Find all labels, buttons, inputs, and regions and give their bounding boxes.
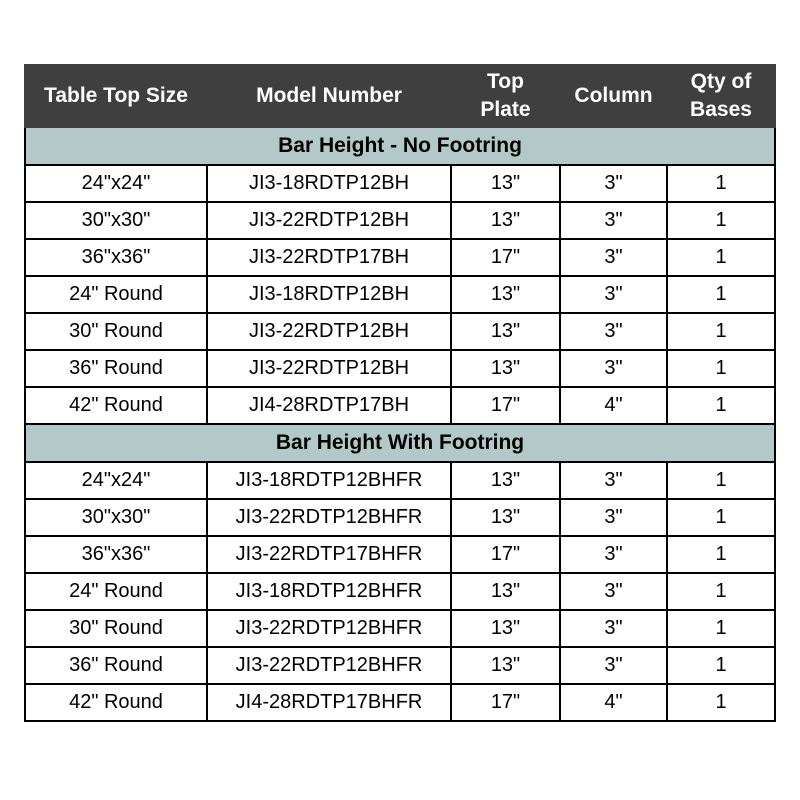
table-row (25, 573, 775, 610)
cell-top-plate: 13" (451, 499, 560, 536)
cell-table-top-size: 30" Round (25, 610, 207, 647)
table-row (25, 462, 775, 499)
table-row (25, 499, 775, 536)
cell-table-top-size: 42" Round (25, 684, 207, 721)
cell-column: 3" (560, 202, 667, 239)
cell-top-plate: 13" (451, 165, 560, 202)
cell-model-number: JI3-22RDTP17BH (207, 239, 451, 276)
cell-table-top-size: 42" Round (25, 387, 207, 424)
cell-column: 3" (560, 313, 667, 350)
cell-column: 4" (560, 387, 667, 424)
cell-table-top-size: 24" Round (25, 276, 207, 313)
cell-qty-of-bases: 1 (667, 684, 775, 721)
header-top-plate: Top Plate (451, 65, 560, 127)
cell-qty-of-bases: 1 (667, 647, 775, 684)
table-row (25, 202, 775, 239)
cell-column: 3" (560, 350, 667, 387)
cell-table-top-size: 30"x30" (25, 499, 207, 536)
spec-table (24, 64, 776, 722)
cell-column: 3" (560, 165, 667, 202)
cell-top-plate: 13" (451, 202, 560, 239)
cell-column: 3" (560, 239, 667, 276)
cell-top-plate: 13" (451, 610, 560, 647)
cell-qty-of-bases: 1 (667, 387, 775, 424)
cell-top-plate: 13" (451, 573, 560, 610)
section-header-row (25, 127, 775, 165)
cell-column: 3" (560, 462, 667, 499)
cell-top-plate: 13" (451, 313, 560, 350)
cell-model-number: JI3-22RDTP12BH (207, 350, 451, 387)
section-header-row (25, 424, 775, 462)
header-model-number: Model Number (207, 65, 451, 127)
cell-column: 3" (560, 536, 667, 573)
cell-table-top-size: 24"x24" (25, 165, 207, 202)
cell-top-plate: 17" (451, 387, 560, 424)
cell-qty-of-bases: 1 (667, 239, 775, 276)
cell-qty-of-bases: 1 (667, 536, 775, 573)
cell-qty-of-bases: 1 (667, 350, 775, 387)
cell-qty-of-bases: 1 (667, 462, 775, 499)
table-row (25, 387, 775, 424)
table-row (25, 165, 775, 202)
cell-table-top-size: 36"x36" (25, 536, 207, 573)
table-row (25, 313, 775, 350)
cell-column: 3" (560, 610, 667, 647)
table-row (25, 239, 775, 276)
cell-top-plate: 13" (451, 276, 560, 313)
cell-qty-of-bases: 1 (667, 276, 775, 313)
section-title: Bar Height - No Footring (25, 127, 775, 165)
cell-table-top-size: 36" Round (25, 647, 207, 684)
header-qty-of-bases: Qty of Bases (667, 65, 775, 127)
cell-column: 4" (560, 684, 667, 721)
cell-top-plate: 17" (451, 239, 560, 276)
cell-column: 3" (560, 276, 667, 313)
cell-column: 3" (560, 499, 667, 536)
table-row (25, 536, 775, 573)
cell-top-plate: 13" (451, 647, 560, 684)
cell-model-number: JI3-18RDTP12BHFR (207, 462, 451, 499)
cell-model-number: JI3-22RDTP12BHFR (207, 610, 451, 647)
cell-model-number: JI3-18RDTP12BH (207, 165, 451, 202)
cell-table-top-size: 24"x24" (25, 462, 207, 499)
table-row (25, 647, 775, 684)
section-title: Bar Height With Footring (25, 424, 775, 462)
cell-qty-of-bases: 1 (667, 313, 775, 350)
cell-table-top-size: 36" Round (25, 350, 207, 387)
cell-model-number: JI3-22RDTP12BHFR (207, 499, 451, 536)
cell-model-number: JI4-28RDTP17BH (207, 387, 451, 424)
cell-top-plate: 17" (451, 684, 560, 721)
table-header (25, 65, 775, 127)
cell-model-number: JI4-28RDTP17BHFR (207, 684, 451, 721)
cell-qty-of-bases: 1 (667, 165, 775, 202)
table-row (25, 684, 775, 721)
cell-model-number: JI3-22RDTP17BHFR (207, 536, 451, 573)
cell-model-number: JI3-22RDTP12BH (207, 202, 451, 239)
cell-qty-of-bases: 1 (667, 573, 775, 610)
table-row (25, 276, 775, 313)
cell-model-number: JI3-18RDTP12BHFR (207, 573, 451, 610)
table-row (25, 350, 775, 387)
header-table-top-size: Table Top Size (25, 65, 207, 127)
table-body (25, 127, 775, 721)
cell-qty-of-bases: 1 (667, 499, 775, 536)
cell-model-number: JI3-22RDTP12BHFR (207, 647, 451, 684)
cell-table-top-size: 24" Round (25, 573, 207, 610)
header-column: Column (560, 65, 667, 127)
cell-top-plate: 13" (451, 350, 560, 387)
cell-table-top-size: 36"x36" (25, 239, 207, 276)
cell-model-number: JI3-22RDTP12BH (207, 313, 451, 350)
cell-qty-of-bases: 1 (667, 610, 775, 647)
header-row (25, 65, 775, 127)
cell-table-top-size: 30"x30" (25, 202, 207, 239)
spec-table-container (24, 64, 774, 722)
cell-table-top-size: 30" Round (25, 313, 207, 350)
cell-column: 3" (560, 647, 667, 684)
cell-model-number: JI3-18RDTP12BH (207, 276, 451, 313)
cell-qty-of-bases: 1 (667, 202, 775, 239)
cell-column: 3" (560, 573, 667, 610)
cell-top-plate: 13" (451, 462, 560, 499)
table-row (25, 610, 775, 647)
cell-top-plate: 17" (451, 536, 560, 573)
